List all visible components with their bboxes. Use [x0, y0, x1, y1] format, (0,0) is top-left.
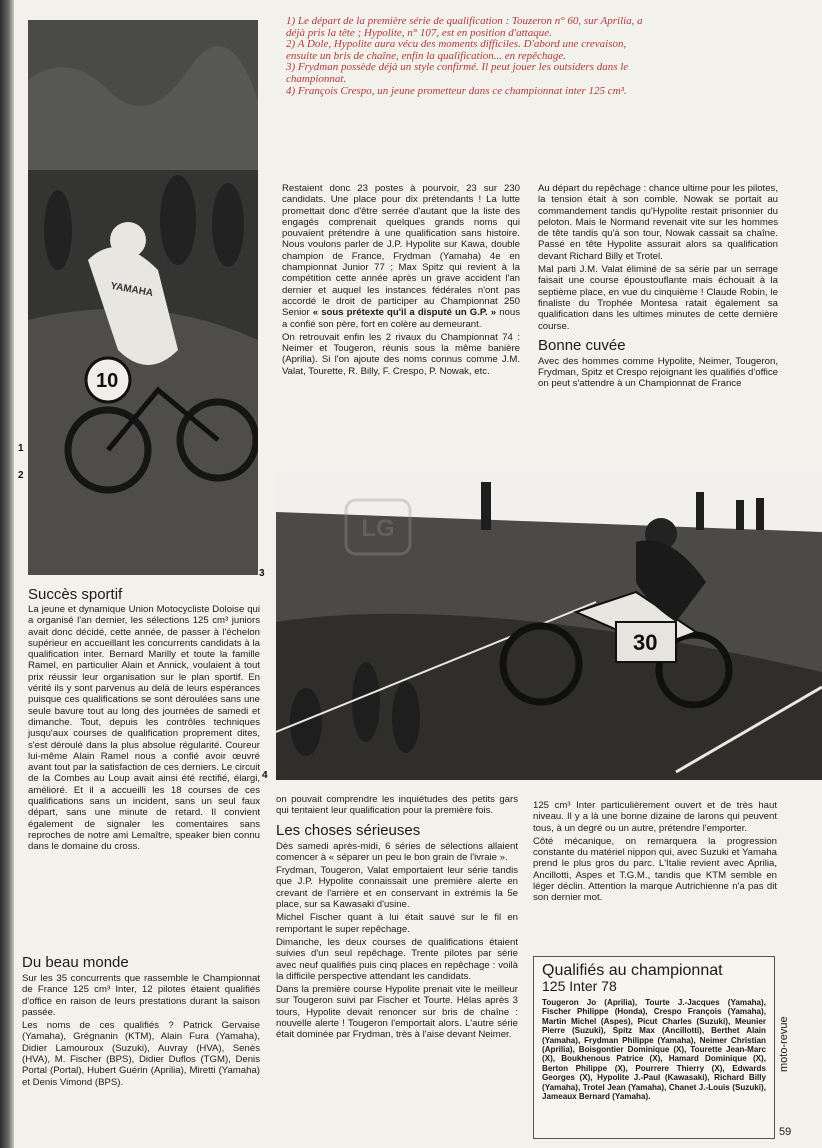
- watermark-letters: LG: [361, 515, 395, 542]
- paragraph: On retrouvait enfin les 2 rivaux du Championnat 74 : Neimer et Tougeron, réunis sous la même banière (Aprilia). Si l'on ajoute des noms connus comme J.M. Valat, Tourette, R. Billy, F. Crespo, P. Nowak, etc.: [282, 331, 520, 377]
- paragraph: La jeune et dynamique Union Motocycliste Doloise qui a organisé l'an dernier, les sélections 125 cm³ juniors avait donc décidé, cette année, de passer à l'échelon supérieur en accueillant les concurrents candidats à la qualification inter. Bernard Marilly et toute la famille Ramel, en particulier Alain et Annick, voulaient à tout prix réussir leur organisation sur le plan sportif. En vérité ils y sont parvenus au delà de leurs espérances puisque ces qualifications se sont déroulées sans une seule bavure tout au long des journées de samedi et dimanche. Tout, depuis les contrôles techniques jusqu'aux courses de qualification proprement dites, s'est déroulé dans la plus absolue régularité. Coureur lui-même Alain Ramel nous a confié avoir œuvré avant tout par la satisfaction de ces derniers. Le circuit de la Combes au Loup avait ainsi été rectifié, élargi, amélioré. Et il a accueilli les 18 courses de ces qualifications sans un incident, sans un seul faux départ, sans une minute de retard. Il convient également de signaler les comentaires sans reproches de notre ami Lemaître, speaker bien connu dans le domaine du cross.: [28, 604, 260, 853]
- article-column-middle-bottom: [276, 794, 518, 1043]
- section-heading-bonne-cuvee: Bonne cuvée: [538, 336, 626, 354]
- section-heading-succes-sportif: Succès sportif: [28, 586, 123, 603]
- photo-rider-yamaha-10: [28, 20, 258, 575]
- photo-number-2: 2: [18, 470, 24, 481]
- paragraph: Frydman, Tougeron, Valat emportaient leur série tandis que J.P. Hypolite connaissait une première alerte en crevant de l'arrière et en conservant in extrémis la 5e place, sur sa Kawasaki d'usine.: [276, 865, 518, 911]
- paragraph: Dans la première course Hypolite prenait vite le meilleur sur Tougeron suivi par Fischer et Tourte. Hélas après 3 tours, Hypolite devait renoncer sur bris de chaîne : nouvelle alerte ! Tougeron l'emportait alors. L'autre série était dominée par Frydman, très à l'aise devant Neimer.: [276, 984, 518, 1041]
- paragraph: 125 cm³ Inter particulièrement ouvert et de très haut niveau. Il y a là une bonne dizaine de larons qui peuvent tous, à un degré ou un autre, prétendre l'emporter.: [533, 800, 777, 834]
- box-title: Qualifiés au championnat: [542, 962, 723, 979]
- box-subtitle: 125 Inter 78: [542, 978, 617, 994]
- bib-number-10: 10: [96, 370, 119, 392]
- article-column-middle-top: [282, 183, 520, 379]
- paragraph: Dimanche, les deux courses de qualifications étaient suivies d'un seul repêchage. Trente pilotes par série avec neuf qualifiés puis cinq places en repêchage : voilà la difficile perspective attendant les candidats.: [276, 936, 518, 982]
- article-column-left: [28, 604, 260, 855]
- article-column-right-top: [538, 183, 778, 392]
- paragraph: Mal parti J.M. Valat éliminé de sa série par un serrage faisait une course époustouflante mais échouait à la septième place, en vue du cinquième ! Claude Robin, le finaliste du Trophée Montesa ratait également sa qualification dans les ultimes minutes de cette dernière course.: [538, 264, 778, 332]
- caption-item-1: 1) Le départ de la première série de qualification : Touzeron n° 60, sur Aprilia, a déjà pris la tête ; Hypolite, n° 107, est en position d'attaque.: [286, 15, 643, 39]
- article-column-left-bottom: [22, 973, 260, 1090]
- paragraph: Au départ du repêchage : chance ultime pour les pilotes, la tension était à son comble. Nowak se portait au commandement tandis qu'Hypolite restait prisonnier du peloton. Mais le Normand revenait vite sur les hommes de tête tandis qu'à son tour, Nowak cassait sa chaîne. Passé en tête Hypolite assurait alors sa qualification devant Richard Billy et Trotel.: [538, 183, 778, 262]
- caption-item-4: 4) François Crespo, un jeune prometteur dans ce championnat inter 125 cm³.: [286, 84, 627, 97]
- paragraph: Côté mécanique, on remarquera la progression constante du matériel nippon qui, avec Suzuki et Yamaha prend le plus gros du parc. L'Italie revient avec Aprilia, Ancillotti, Aspes et T.G.M., tandis que KTM semble en léger déclin. Attention la marque Autrichienne n'a pas dit son dernier mot.: [533, 835, 777, 904]
- caption-item-3: 3) Frydman possède déjà un style confirmé. Il peut jouer les outsiders dans le championnat.: [286, 61, 629, 85]
- page-binding-edge: [0, 0, 14, 1148]
- section-heading-du-beau-monde: Du beau monde: [22, 954, 129, 971]
- article-column-right-bottom: [533, 800, 777, 906]
- watermark-logo: [338, 492, 418, 562]
- section-heading-les-choses-serieuses: Les choses sérieuses: [276, 821, 421, 839]
- paragraph: Avec des hommes comme Hypolite, Neimer, Tougeron, Frydman, Spitz et Crespo rejoignant les qualifiés d'office on peut s'attendre à un Championnat de France: [538, 355, 778, 390]
- jersey-brand-label: YAMAHA: [109, 280, 154, 300]
- paragraph: Sur les 35 concurrents que rassemble le Championnat de France 125 cm³ Inter, 12 pilotes étaient qualifiés d'office en raison de leurs prestations durant la saison passée.: [22, 973, 260, 1018]
- photo-number-1: 1: [18, 443, 24, 454]
- paragraph: on pouvait comprendre les inquiétudes des petits gars qui tentaient leur qualification pour la première fois.: [276, 794, 518, 817]
- qualified-riders-list: Tougeron Jo (Aprilia), Tourte J.-Jacques (Yamaha), Fischer Philippe (Honda), Crespo François (Yamaha), Martin Michel (Aspes), Picut Charles (Suzuki), Meunier Pierre (Suzuki), Spitz Max (Ancillotti), Berthet Alain (Yamaha), Frydman Philippe (Yamaha), Neimer Christian (Aprilia), Boisgontier Dominique (X), Tourette Jean-Marc (X), Boukhenous Patrice (X), Hamard Dominique (X), Berton Philippe (X), Pourrere Thierry (X), Edwards Georges (X), Hypolite J.-Paul (Kawasaki), Richard Billy (Yamaha), Trotel Jean (Yamaha), Chanet J.-Louis (Suzuki), Jameaux Bernard (Yamaha).: [542, 998, 766, 1102]
- paragraph: Restaient donc 23 postes à pourvoir, 23 sur 230 candidats. Une place pour dix prétendants ! La lutte promettait donc d'être serrée d'autant que la liste des engagés comprenait quelques grands noms qui pouvaient prétendre à une qualification sans histoire. Nous voulons parler de J.P. Hypolite sur Kawa, double champion de France, Frydman (Yamaha) 4e en championnat Junior 77 ; Max Spitz qui revient à la compétition cette année après un grave accident l'an dernier et auquel les instances fédérales n'ont pas accordé le droit de participer au Championnat 250 Senior « sous prétexte qu'il a disputé un G.P. » nous a confié son père, fort en colère au demeurant.: [282, 183, 520, 330]
- paragraph: Dès samedi après-midi, 6 séries de sélections allaient comencer à « séparer un peu le bon grain de l'ivraie ».: [276, 840, 518, 863]
- magazine-name: moto-revue: [778, 1016, 790, 1072]
- paragraph: Michel Fischer quant à lui était sauvé sur le fil en remportant le super repêchage.: [276, 912, 518, 935]
- paragraph: Les noms de ces qualifiés ? Patrick Gervaise (Yamaha), Grégnanin (KTM), Alain Fura (Yamaha), Didier Lamouroux (Suzuki), Auvray (HVA), Senès (HVA), M. Fischer (BPS), Didier Duflos (TGM), Denis Portal (Portal), Hubert Guérin (Aprilia), Miretti (Yamaha) et Denis Vimond (BPS).: [22, 1020, 260, 1088]
- bold-quote: « sous prétexte qu'il a disputé un G.P. »: [312, 307, 497, 319]
- photo-number-4: 4: [262, 770, 268, 781]
- photo-caption: [286, 16, 648, 97]
- caption-item-2: 2) A Dole, Hypolite aura vécu des moments difficiles. D'abord une crevaison, ensuite un bris de chaîne, enfin la qualification... en repêchage.: [286, 38, 627, 62]
- photo-number-3: 3: [259, 568, 265, 579]
- page-number: 59: [779, 1126, 792, 1138]
- qualified-riders-box: [533, 956, 775, 1139]
- bib-number-30: 30: [633, 630, 658, 655]
